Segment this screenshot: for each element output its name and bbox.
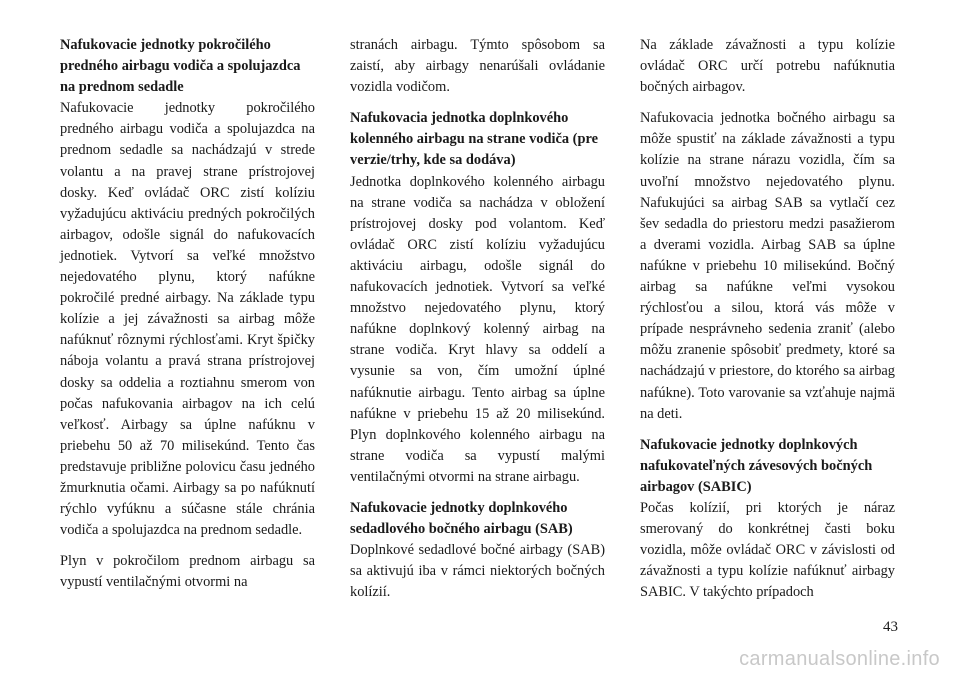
watermark-text: carmanualsonline.info [739,648,940,670]
body-paragraph: Plyn v pokročilom prednom airbagu sa vypustí ventilačnými otvormi na [60,553,315,591]
text-column-3 [640,35,895,613]
text-column-1 [60,35,315,603]
page-number: 43 [883,619,898,635]
section-heading: Nafukovacie jednotky pokročilého predného airbagu vodiča a spolujazdca na prednom sedadle [60,37,301,96]
body-paragraph: Doplnkové sedadlové bočné airbagy (SAB) sa aktivujú iba v rámci niektorých bočných kolízií. [350,542,605,601]
body-paragraph: stranách airbagu. Týmto spôsobom sa zaistí, aby airbagy nenarúšali ovládanie vozidla vodičom. [350,37,605,96]
section-heading: Nafukovacie jednotky doplnkového sedadlového bočného airbagu (SAB) [350,499,573,538]
body-paragraph: Jednotka doplnkového kolenného airbagu na strane vodiča sa nachádza v obložení prístrojovej dosky pod volantom. Keď ovládač ORC zistí kolíziu vyžadujúcu aktiváciu airbagu, odošle signál do nafukovacích jednotiek. Vytvorí sa veľké množstvo nejedovatého plynu, ktorý nafúkne doplnkový kolenný airbag na strane vodiča. Kryt hlavy sa oddelí a vysunie sa von, čím umožní úplné nafúknutie airbagu. Tento airbag sa úplne nafúkne v priebehu 15 až 20 milisekúnd. Plyn doplnkového kolenného airbagu na strane vodiča sa vypustí malými ventilačnými otvormi na strane airbagu. [350,173,605,485]
section-heading: Nafukovacie jednotky doplnkových nafukovateľných závesových bočných airbagov (SABIC) [640,436,873,495]
body-paragraph: Nafukovacie jednotky pokročilého predného airbagu vodiča a spolujazdca na prednom sedadle sa nachádzajú v strede volantu a na pravej strane prístrojovej dosky. Keď ovládač ORC zistí kolíziu vyžadujúcu aktiváciu predných pokročilých airbagov, odošle signál do nafukovacích jednotiek. Vytvorí sa veľké množstvo nejedovatého plynu, ktorý nafúkne pokročilé predné airbagy. Na základe typu kolízie a jej závažnosti sa airbag môže nafúknuť rôznymi rýchlosťami. Kryt špičky náboja volantu a pravá strana prístrojovej dosky sa oddelia a roztiahnu smerom von počas nafukovania airbagov na ich celú veľkosť. Airbagy sa úplne nafúknu v priebehu 50 až 70 milisekúnd. Tento čas predstavuje približne polovicu času jedného žmurknutia očami. Airbagy sa po nafúknutí rýchlo vyfúknu a súčasne stále chránia vodiča a spolujazdca na prednom sedadle. [60,100,315,539]
text-column-2 [350,35,605,613]
body-paragraph: Počas kolízií, pri ktorých je náraz smerovaný do konkrétnej časti boku vozidla, môže ovládač ORC v závislosti od závažnosti a typu kolízie nafúknuť airbagy SABIC. V takýchto prípadoch [640,499,895,601]
body-paragraph: Nafukovacia jednotka bočného airbagu sa môže spustiť na základe závažnosti a typu kolízie na strane nárazu vozidla, čím sa uvoľní množstvo nejedovatého plynu. Nafukujúci sa airbag SAB sa vytlačí cez šev sedadla do priestoru medzi pasažierom a dverami vozidla. Airbag SAB sa úplne nafúkne v priebehu 10 milisekúnd. Bočný airbag sa nafúkne veľmi vysokou rýchlosťou a silou, ktorá vás môže v prípade nesprávneho sedenia zraniť (alebo môžu zranenie spôsobiť predmety, ktoré sa nachádzajú v priestore, do ktorého sa airbag nafúkne). Toto varovanie sa vzťahuje najmä na deti. [640,110,895,422]
body-paragraph: Na základe závažnosti a typu kolízie ovládač ORC určí potrebu nafúknutia bočných airbagov. [640,37,895,96]
section-heading: Nafukovacia jednotka doplnkového kolenného airbagu na strane vodiča (pre verzie/trhy, kde sa dodáva) [350,110,598,169]
